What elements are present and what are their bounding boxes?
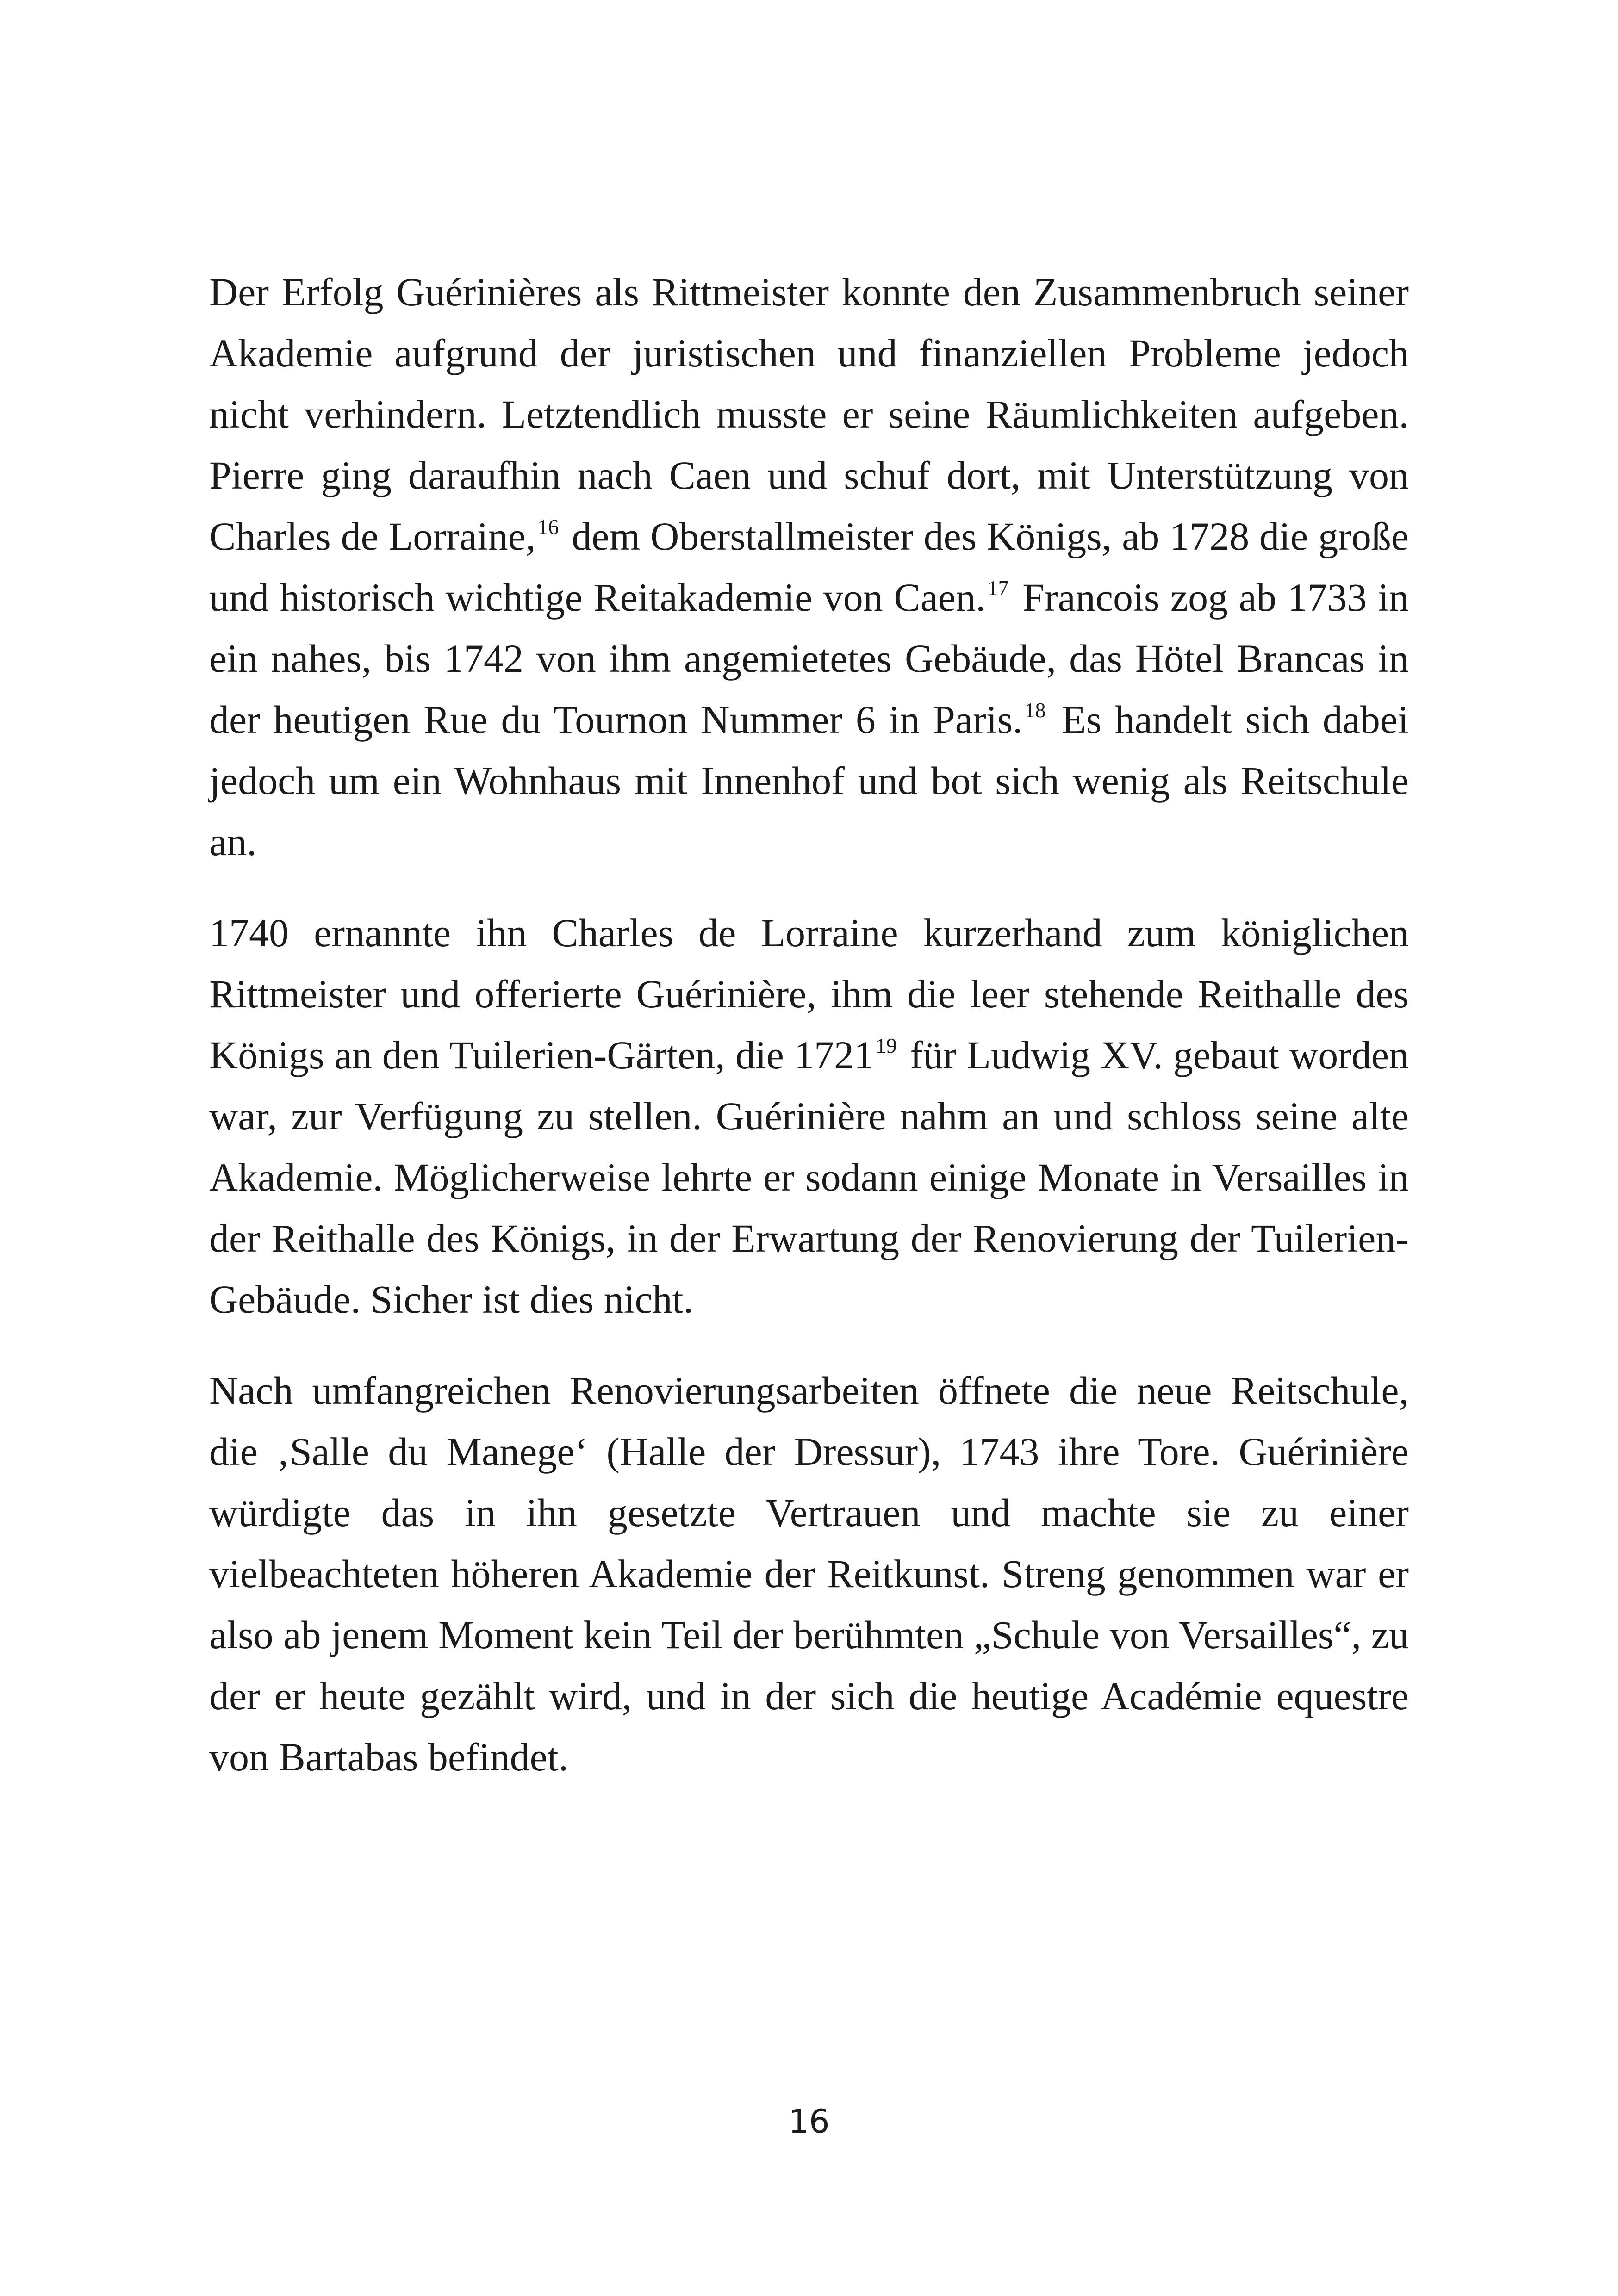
text-run: Der Erfolg Guérinières als Rittmeister konnte den Zusammenbruch seiner Akademie aufgrund der juristischen und finanziellen Probleme jedoch nicht verhindern. Letztendlich musste er seine Räumlichkeiten aufgeben. Pierre ging daraufhin nach Caen und schuf dort, mit Unterstützung von Charles de Lorraine, bbox=[209, 270, 1409, 558]
footnote-marker[interactable]: 17 bbox=[987, 576, 1009, 600]
paragraph bbox=[209, 1360, 1409, 1787]
paragraph bbox=[209, 261, 1409, 872]
text-run: Francois zog ab 1733 in ein nahes, bis 1742 von ihm angemietetes Gebäude, das Hötel Brancas in der heutigen Rue du Tournon Nummer 6 in Paris. bbox=[209, 575, 1409, 742]
text-run: 1740 ernannte ihn Charles de Lorraine kurzerhand zum königlichen Rittmeister und offerierte Guérinière, ihm die leer stehende Reithalle des Königs an den Tuilerien-Gärten, die 1721 bbox=[209, 911, 1409, 1077]
page-number: 16 bbox=[788, 2103, 830, 2141]
footnote-marker[interactable]: 19 bbox=[876, 1034, 897, 1057]
text-run: dem Oberstallmeister des Königs, ab 1728 die große und historisch wichtige Reitakademie von Caen. bbox=[209, 514, 1409, 620]
text-run: Es handelt sich dabei jedoch um ein Wohnhaus mit Innenhof und bot sich wenig als Reitschule an. bbox=[209, 697, 1409, 864]
paragraph bbox=[209, 902, 1409, 1330]
text-run: für Ludwig XV. gebaut worden war, zur Verfügung zu stellen. Guérinière nahm an und schloss seine alte Akademie. Möglicherweise lehrte er sodann einige Monate in Versailles in der Reithalle des Königs, in der Erwartung der Renovierung der Tuilerien-Gebäude. Sicher ist dies nicht. bbox=[209, 1033, 1409, 1322]
footnote-marker[interactable]: 16 bbox=[537, 515, 559, 539]
footnote-marker[interactable]: 18 bbox=[1024, 698, 1046, 722]
text-run: Nach umfangreichen Renovierungsarbeiten öffnete die neue Reitschule, die ‚Salle du Manege‘ (Halle der Dressur), 1743 ihre Tore. Guérinière würdigte das in ihn gesetzte Vertrauen und machte sie zu einer vielbeachteten höheren Akademie der Reitkunst. Streng genommen war er also ab jenem Moment kein Teil der berühmten „Schule von Versailles“, zu der er heute gezählt wird, und in der sich die heutige Académie equestre von Bartabas befindet. bbox=[209, 1368, 1409, 1779]
body-text bbox=[209, 261, 1409, 1787]
